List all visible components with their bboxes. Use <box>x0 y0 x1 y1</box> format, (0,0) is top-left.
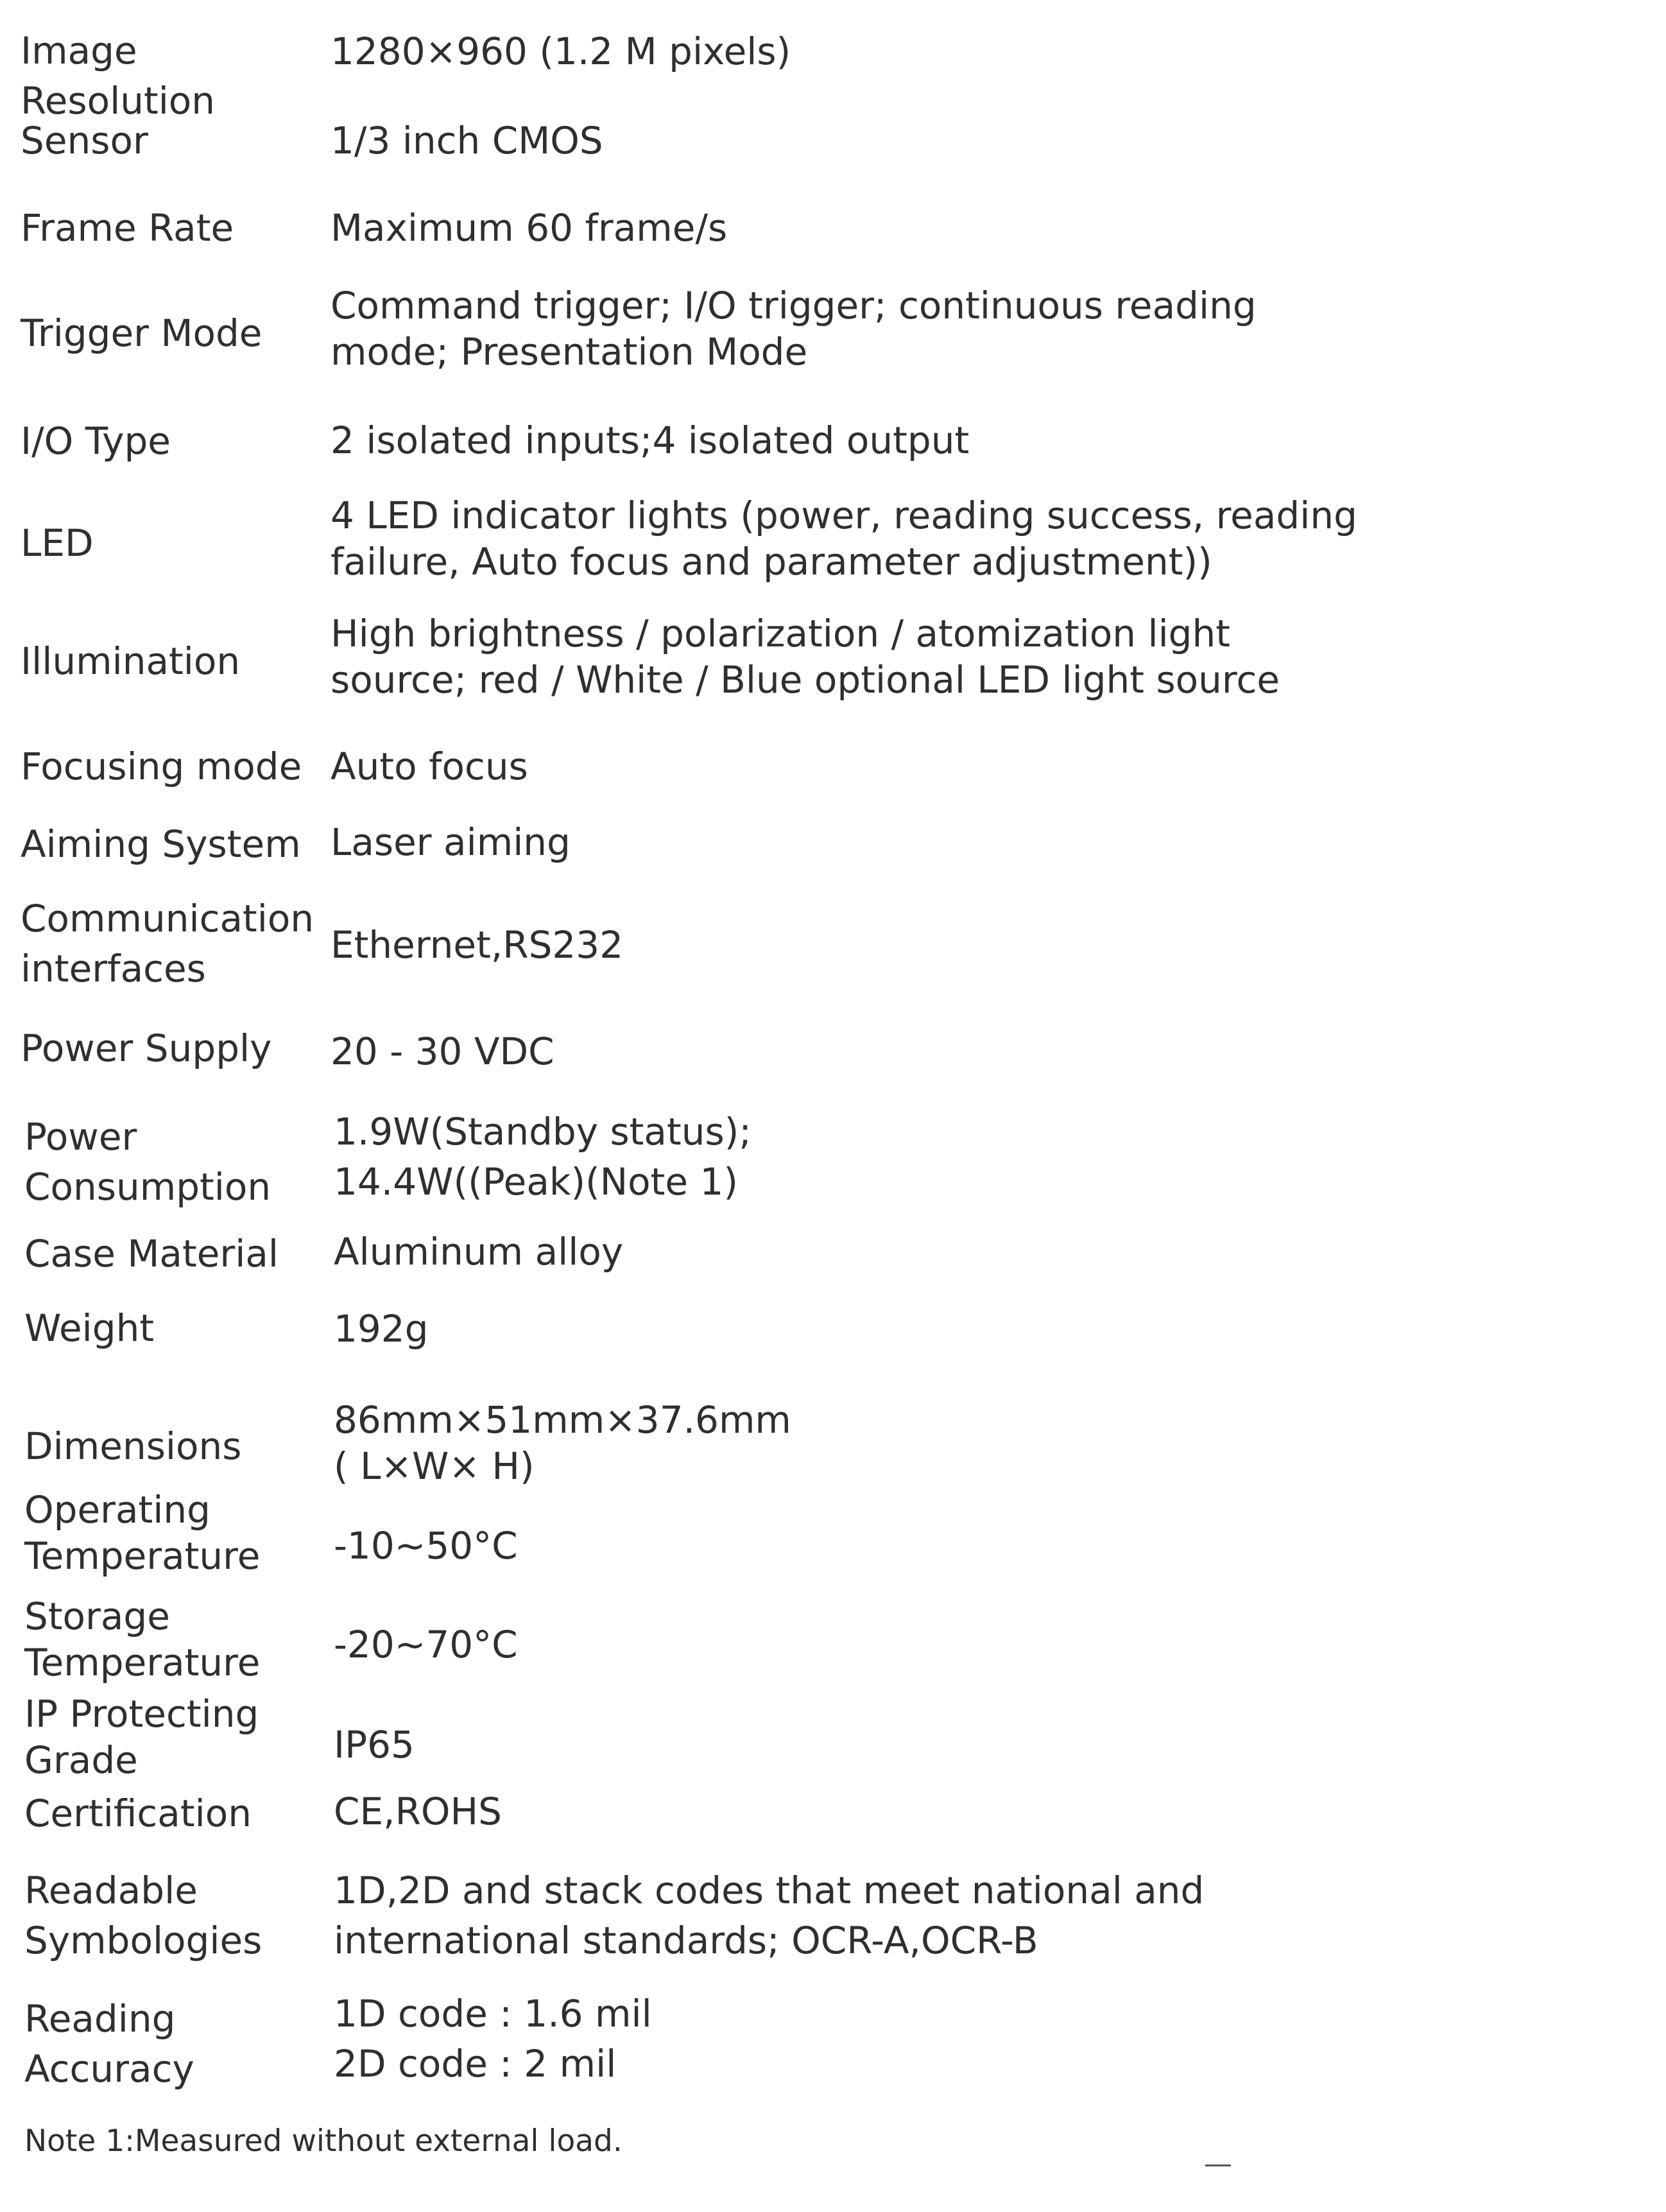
spec-label: Reading Accuracy <box>24 1997 194 2091</box>
spec-value: Ethernet,RS232 <box>331 923 624 967</box>
spec-value: 20 - 30 VDC <box>331 1030 554 1073</box>
footnote: Note 1:Measured without external load. <box>24 2123 623 2159</box>
spec-label: Case Material <box>24 1232 279 1275</box>
spec-label: Certification <box>24 1792 252 1835</box>
spec-label: Power Consumption <box>24 1115 271 1209</box>
spec-label: Aiming System <box>21 822 301 866</box>
spec-label: Image Resolution <box>21 29 216 123</box>
spec-value: 1/3 inch CMOS <box>331 119 603 162</box>
spec-label: Operating Temperature <box>24 1488 261 1578</box>
spec-label: Dimensions <box>24 1424 242 1468</box>
spec-value: CE,ROHS <box>334 1790 502 1833</box>
spec-label: Frame Rate <box>21 206 234 250</box>
spec-value: -10~50°C <box>334 1524 518 1568</box>
spec-value: Laser aiming <box>331 820 571 864</box>
spec-value: 1D,2D and stack codes that meet national and international standards; OCR-A,OCR-B <box>334 1869 1205 1962</box>
spec-value: IP65 <box>334 1723 415 1767</box>
stray-dash-mark <box>1205 2164 1231 2166</box>
spec-value: Command trigger; I/O trigger; continuous reading mode; Presentation Mode <box>331 284 1257 374</box>
spec-value: Maximum 60 frame/s <box>331 206 728 250</box>
spec-value: -20~70°C <box>334 1623 518 1666</box>
spec-value: 86mm×51mm×37.6mm ( L×W× H) <box>334 1398 791 1488</box>
spec-label: Readable Symbologies <box>24 1869 262 1962</box>
spec-value: Aluminum alloy <box>334 1230 624 1274</box>
spec-label: Weight <box>24 1306 155 1350</box>
spec-value: 1D code : 1.6 mil 2D code : 2 mil <box>334 1992 652 2086</box>
spec-label: Sensor <box>21 119 148 162</box>
spec-value: High brightness / polarization / atomization light source; red / White / Blue optional LED light source <box>331 612 1280 702</box>
spec-label: Power Supply <box>21 1026 272 1070</box>
spec-label: Trigger Mode <box>21 311 262 355</box>
spec-label: IP Protecting Grade <box>24 1692 259 1782</box>
spec-label: I/O Type <box>21 419 171 463</box>
spec-value: 2 isolated inputs;4 isolated output <box>331 419 970 462</box>
spec-label: Communication interfaces <box>21 897 314 990</box>
spec-label: Storage Temperature <box>24 1594 261 1684</box>
spec-value: Auto focus <box>331 745 528 788</box>
spec-label: Illumination <box>21 639 241 683</box>
spec-value: 1.9W(Standby status); 14.4W((Peak)(Note 1) <box>334 1110 751 1204</box>
spec-value: 4 LED indicator lights (power, reading success, reading failure, Auto focus and parameter adjustment)) <box>331 494 1357 583</box>
spec-value: 1280×960 (1.2 M pixels) <box>331 30 791 73</box>
spec-label: Focusing mode <box>21 745 302 788</box>
spec-value: 192g <box>334 1307 429 1351</box>
spec-label: LED <box>21 521 94 565</box>
